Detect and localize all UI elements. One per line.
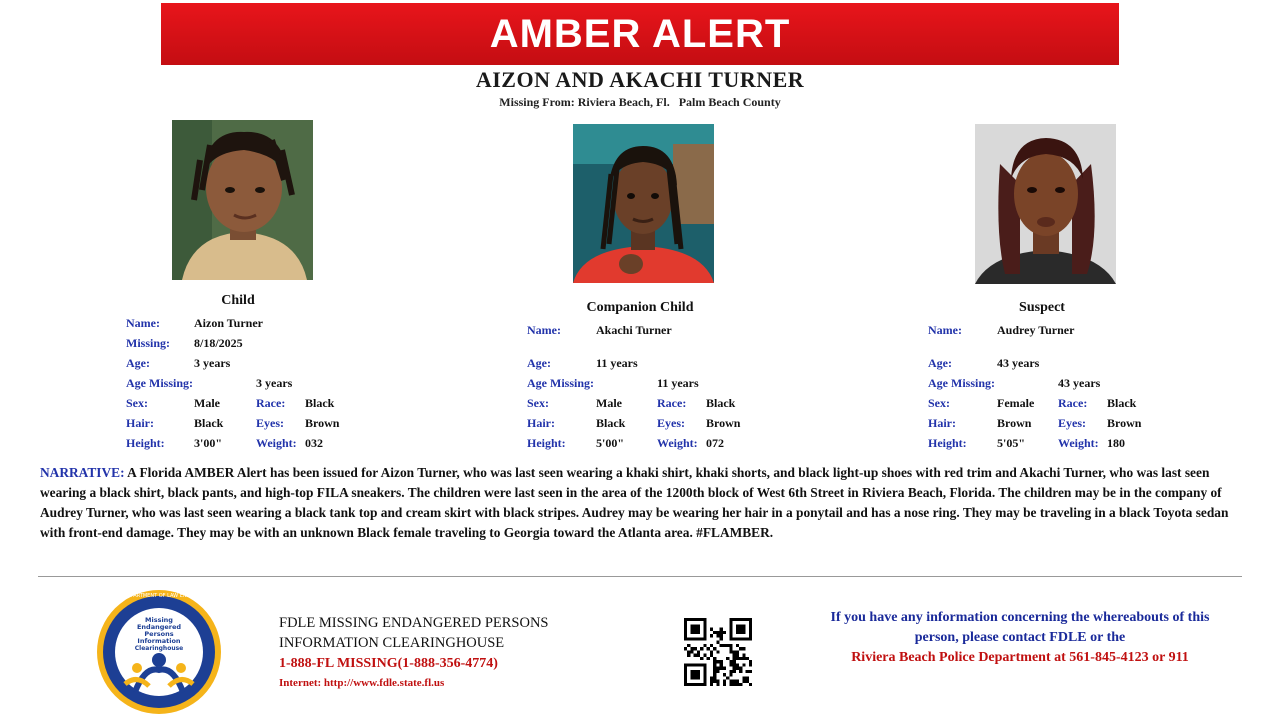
contact-line3: Riviera Beach Police Department at 561-845-4123 or 911: [851, 650, 1189, 665]
suspect-age-missing-value: 43 years: [1058, 376, 1101, 390]
companion-child-photo: [573, 124, 714, 283]
amber-alert-banner: [161, 3, 1119, 65]
child-role-title: Child: [221, 293, 255, 308]
child-missing-value: 8/18/2025: [194, 336, 243, 350]
companion-weight-label: Weight:: [657, 436, 698, 450]
fdle-org-line1: FDLE MISSING ENDANGERED PERSONS: [279, 615, 549, 631]
fdle-phone: 1-888-FL MISSING(1-888-356-4774): [279, 656, 498, 671]
page-title: AIZON AND AKACHI TURNER: [475, 67, 805, 92]
logo-text-line4: Information: [137, 637, 181, 645]
suspect-role-title: Suspect: [1019, 300, 1065, 315]
logo-ring-text: FLORIDA DEPARTMENT OF LAW ENFORCEMENT: [100, 593, 218, 599]
suspect-weight-value: 180: [1107, 436, 1125, 450]
suspect-height-label: Height:: [928, 436, 967, 450]
child-hair-value: Black: [194, 416, 224, 430]
suspect-sex-label: Sex:: [928, 396, 950, 410]
banner-title: AMBER ALERT: [489, 11, 791, 56]
companion-sex-label: Sex:: [527, 396, 549, 410]
companion-name-value: Akachi Turner: [596, 323, 672, 337]
fdle-org-line2: INFORMATION CLEARINGHOUSE: [279, 635, 505, 651]
companion-weight-value: 072: [706, 436, 724, 450]
qr-code-icon: [684, 618, 752, 686]
child-eyes-value: Brown: [305, 416, 340, 430]
suspect-hair-value: Brown: [997, 416, 1032, 430]
companion-age-label: Age:: [527, 356, 551, 370]
companion-eyes-label: Eyes:: [657, 416, 685, 430]
child-height-label: Height:: [126, 436, 165, 450]
suspect-photo: [975, 124, 1116, 284]
child-hair-label: Hair:: [126, 416, 154, 430]
child-name-value: Aizon Turner: [194, 316, 264, 330]
footer-divider: [38, 576, 1242, 577]
logo-text-line3: Persons: [144, 630, 174, 638]
clearinghouse-logo-icon: [95, 588, 223, 716]
narrative: [40, 463, 1240, 543]
child-name-label: Name:: [126, 316, 160, 330]
suspect-height-value: 5'05": [997, 436, 1025, 450]
child-age-missing-label: Age Missing:: [126, 376, 193, 390]
suspect-name-value: Audrey Turner: [997, 323, 1075, 337]
suspect-eyes-value: Brown: [1107, 416, 1142, 430]
child-eyes-label: Eyes:: [256, 416, 284, 430]
narrative-text: A Florida AMBER Alert has been issued for Aizon Turner, who was last seen wearing a khaki shirt, khaki shorts, and black light-up shoes with red trim and Akachi Turner, who was last seen wearing a black shirt, black pants, and high-top FILA sneakers. The children were last seen in the area of the 1200th block of West 6th Street in Riviera Beach, Florida. The children may be in the company of Audrey Turner, who was last seen wearing a black tank top and cream skirt with black stripes. Audrey may be wearing her hair in a ponytail and has a nose ring. They may be traveling in a black Toyota sedan with front-end damage. They may be with an unknown Black female traveling to Georgia toward the Atlanta area. #FLAMBER.: [40, 465, 1229, 540]
logo-text-line2: Endangered: [136, 623, 182, 631]
contact-line2: person, please contact FDLE or the: [914, 630, 1126, 645]
suspect-eyes-label: Eyes:: [1058, 416, 1086, 430]
narrative-label: NARRATIVE:: [40, 465, 125, 480]
suspect-weight-label: Weight:: [1058, 436, 1099, 450]
companion-eyes-value: Brown: [706, 416, 741, 430]
companion-sex-value: Male: [596, 396, 622, 410]
suspect-race-label: Race:: [1058, 396, 1088, 410]
child-race-value: Black: [305, 396, 335, 410]
companion-hair-value: Black: [596, 416, 626, 430]
companion-race-value: Black: [706, 396, 736, 410]
child-sex-label: Sex:: [126, 396, 148, 410]
child-age-label: Age:: [126, 356, 150, 370]
child-sex-value: Male: [194, 396, 220, 410]
child-photo: [172, 120, 313, 280]
child-age-value: 3 years: [194, 356, 231, 370]
companion-height-label: Height:: [527, 436, 566, 450]
companion-age-value: 11 years: [596, 356, 638, 370]
suspect-name-label: Name:: [928, 323, 962, 337]
logo-text-line1: Missing: [145, 616, 173, 624]
missing-from-location: Missing From: Riviera Beach, Fl. Palm Beach County: [499, 95, 781, 109]
child-weight-label: Weight:: [256, 436, 297, 450]
suspect-age-label: Age:: [928, 356, 952, 370]
companion-height-value: 5'00": [596, 436, 624, 450]
suspect-race-value: Black: [1107, 396, 1137, 410]
logo-text-line5: Clearinghouse: [134, 645, 184, 652]
suspect-hair-label: Hair:: [928, 416, 956, 430]
suspect-age-value: 43 years: [997, 356, 1040, 370]
child-age-missing-value: 3 years: [256, 376, 293, 390]
child-height-value: 3'00": [194, 436, 222, 450]
companion-role-title: Companion Child: [586, 300, 694, 315]
companion-age-missing-label: Age Missing:: [527, 376, 594, 390]
companion-race-label: Race:: [657, 396, 687, 410]
companion-hair-label: Hair:: [527, 416, 555, 430]
child-weight-value: 032: [305, 436, 323, 450]
child-missing-label: Missing:: [126, 336, 171, 350]
suspect-age-missing-label: Age Missing:: [928, 376, 995, 390]
fdle-internet-link[interactable]: Internet: http://www.fdle.state.fl.us: [279, 677, 445, 689]
suspect-sex-value: Female: [997, 396, 1035, 410]
contact-line1: If you have any information concerning the whereabouts of this: [830, 610, 1210, 625]
child-race-label: Race:: [256, 396, 286, 410]
companion-name-label: Name:: [527, 323, 561, 337]
companion-age-missing-value: 11 years: [657, 376, 699, 390]
